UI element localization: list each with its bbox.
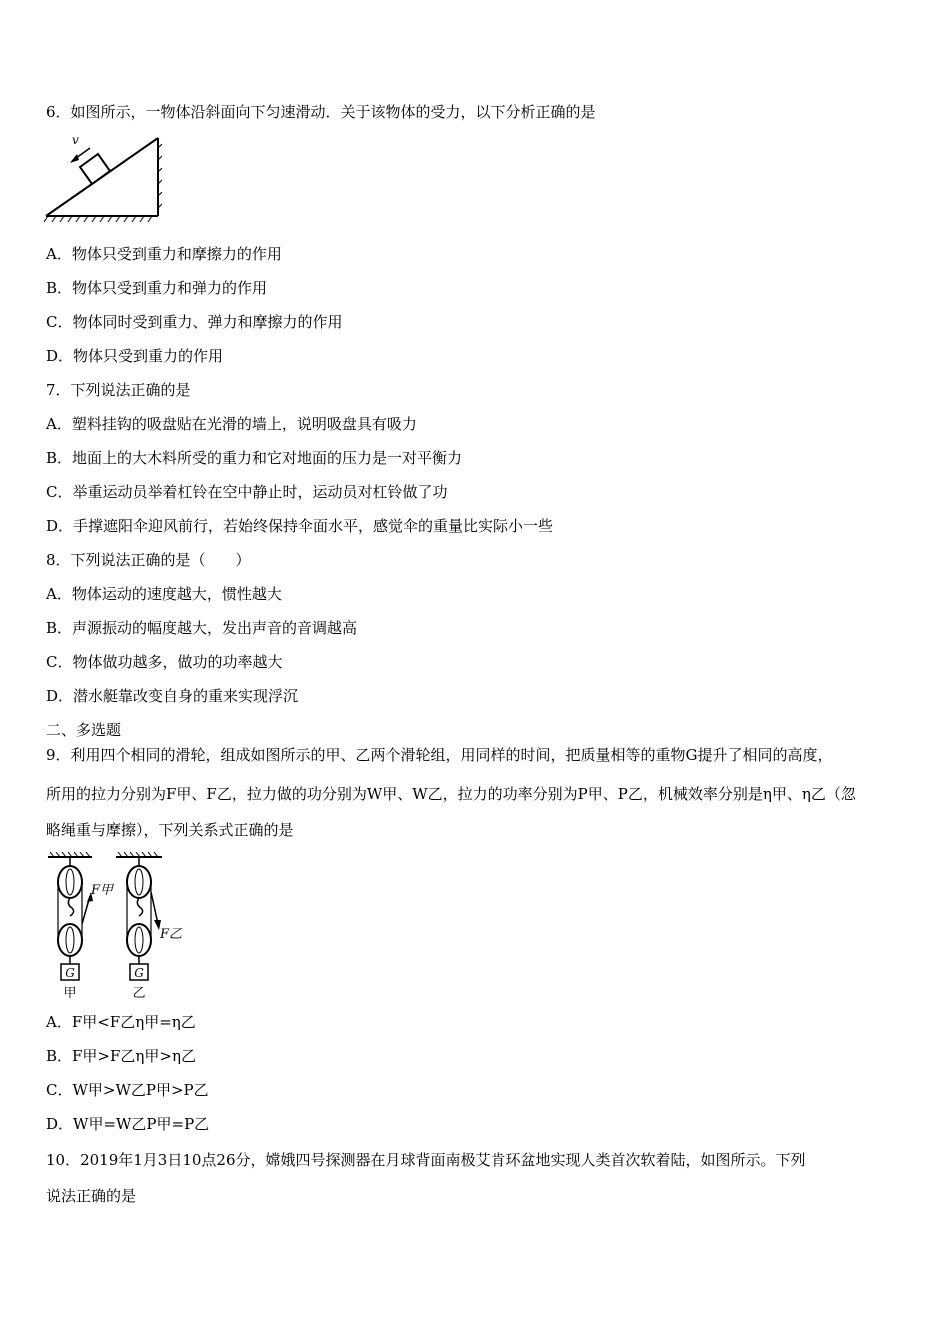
q7-option-b: B．地面上的大木料所受的重力和它对地面的压力是一对平衡力 (46, 449, 463, 467)
q9-stem-line2: 所用的拉力分别为F甲、F乙，拉力做的功分别为W甲、W乙，拉力的功率分别为P甲、P乙，机械效率分别是η甲、η乙（忽 (46, 785, 856, 803)
q7-stem: 7．下列说法正确的是 (46, 381, 191, 399)
q7-option-d: D．手撑遮阳伞迎风前行，若始终保持伞面水平，感觉伞的重量比实际小一些 (46, 517, 554, 535)
q8-stem: 8．下列说法正确的是（ ） (46, 551, 251, 569)
yi-weight-label: G (134, 966, 144, 980)
section-heading: 二、多选题 (46, 721, 122, 739)
q10-stem-line1: 10．2019年1月3日10点26分，嫦娥四号探测器在月球背面南极艾肯环盆地实现人类首次软着陆，如图所示。下列 (46, 1151, 806, 1169)
pulley-figure (44, 852, 194, 1000)
q7-option-c: C．举重运动员举着杠铃在空中静止时，运动员对杠铃做了功 (46, 483, 448, 501)
jia-label: 甲 (63, 986, 77, 1000)
q6-option-d: D．物体只受到重力的作用 (46, 347, 224, 365)
q9-option-b: B．F甲>F乙η甲>η乙 (46, 1047, 196, 1065)
q9-option-d: D．W甲=W乙P甲=P乙 (46, 1115, 210, 1133)
q8-option-c: C．物体做功越多，做功的功率越大 (46, 653, 283, 671)
q6-option-b: B．物体只受到重力和弹力的作用 (46, 279, 268, 297)
jia-force-label: F甲 (91, 883, 114, 898)
q9-option-c: C．W甲>W乙P甲>P乙 (46, 1081, 209, 1099)
velocity-label: v (72, 133, 79, 147)
q9-stem-line1: 9．利用四个相同的滑轮，组成如图所示的甲、乙两个滑轮组，用同样的时间，把质量相等的重物G提升了相同的高度， (46, 746, 833, 764)
q8-option-d: D．潜水艇靠改变自身的重来实现浮沉 (46, 687, 299, 705)
q8-option-a: A．物体运动的速度越大，惯性越大 (46, 585, 282, 603)
q6-option-a: A．物体只受到重力和摩擦力的作用 (46, 245, 282, 263)
q6-stem: 6．如图所示，一物体沿斜面向下匀速滑动．关于该物体的受力，以下分析正确的是 (46, 103, 596, 121)
q8-option-b: B．声源振动的幅度越大，发出声音的音调越高 (46, 619, 358, 637)
jia-weight-label: G (65, 966, 75, 980)
q10-stem-line2: 说法正确的是 (46, 1187, 137, 1205)
q9-stem-line3: 略绳重与摩擦），下列关系式正确的是 (46, 821, 294, 839)
yi-label: 乙 (132, 986, 146, 1000)
q6-option-c: C．物体同时受到重力、弹力和摩擦力的作用 (46, 313, 343, 331)
yi-force-label: F乙 (160, 927, 183, 942)
q9-option-a: A．F甲<F乙η甲=η乙 (46, 1013, 196, 1031)
q7-option-a: A．塑料挂钩的吸盘贴在光滑的墙上，说明吸盘具有吸力 (46, 415, 417, 433)
incline-figure (44, 128, 162, 224)
